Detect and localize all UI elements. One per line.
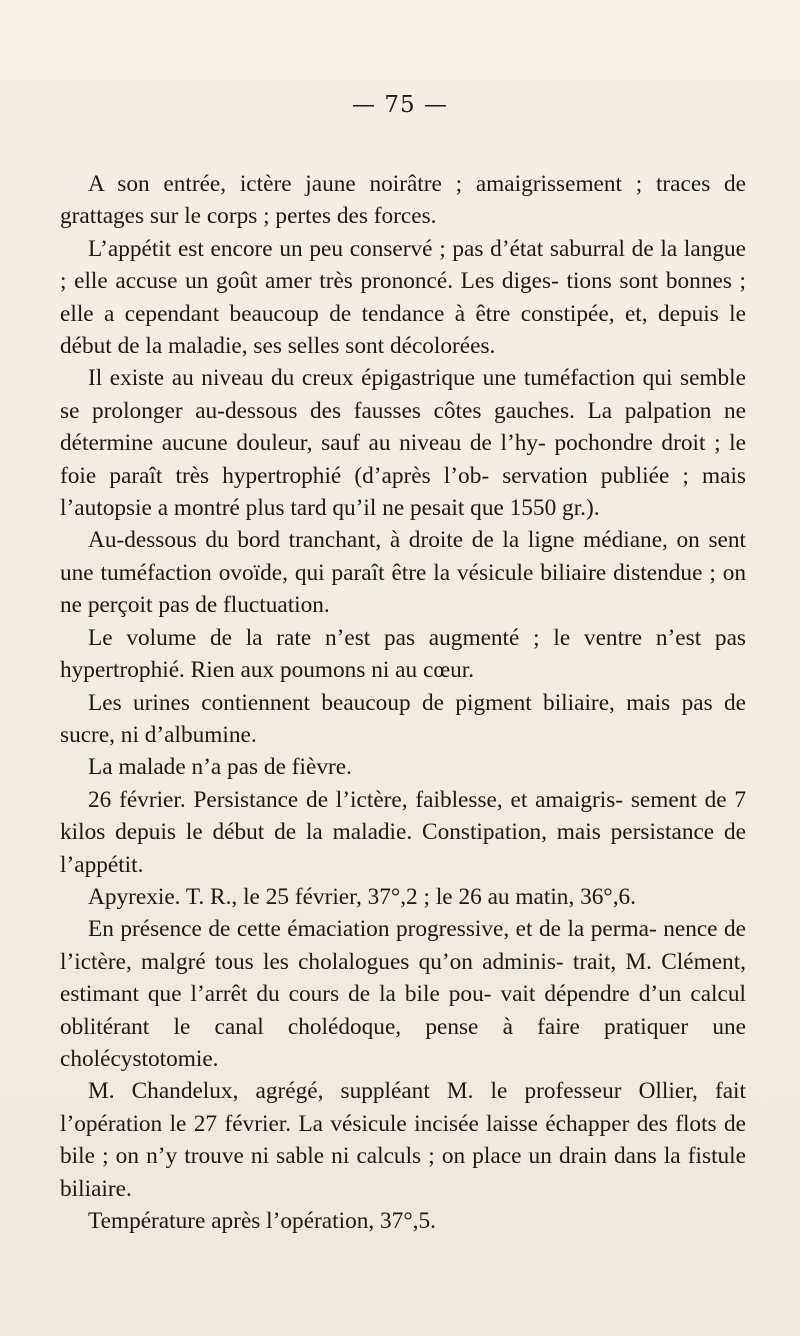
page-number: — 75 — <box>352 92 448 118</box>
paragraph: Le volume de la rate n’est pas augmenté ; le ventre n’est pas hypertrophié. Rien aux poumons ni au cœur. <box>60 624 746 684</box>
paragraph: En présence de cette émaciation progressive, et de la perma- nence de l’ictère, malgré tous les cholalogues qu’on adminis- trait, M. Clément, estimant que l’arrêt du cours de la bile pou- vait dépendre d’un calcul oblitérant le canal cholédoque, pense à faire pratiquer une cholécystotomie. <box>60 916 746 1072</box>
paragraph: A son entrée, ictère jaune noirâtre ; amaigrissement ; traces de grattages sur le corps ; pertes des forces. <box>60 171 746 230</box>
paragraph: La malade n’a pas de fièvre. <box>88 754 352 781</box>
paragraph: Les urines contiennent beaucoup de pigment biliaire, mais pas de sucre, ni d’albumine. <box>60 689 746 748</box>
paragraph: Température après l’opération, 37°,5. <box>88 1208 436 1234</box>
paragraph: L’appétit est encore un peu conservé ; pas d’état saburral de la langue ; elle accuse un goût amer très prononcé. Les diges- tions sont bonnes ; elle a cependant beaucoup de tendance à être constipée, et, depuis le début de la maladie, ses selles sont décolorées. <box>60 235 746 360</box>
paragraph: Apyrexie. T. R., le 25 février, 37°,2 ; le 26 au matin, 36°,6. <box>88 883 637 910</box>
paragraph: Il existe au niveau du creux épigastrique une tuméfaction qui semble se prolonger au-dessous des fausses côtes gauches. La palpation ne détermine aucune douleur, sauf au niveau de l’hy- pochondre droit ; le foie paraît très hypertrophié (d’après l’ob- servation publiée ; mais l’autopsie a montré plus tard qu’il ne pesait que 1550 gr.). <box>60 365 746 522</box>
paragraph: Au-dessous du bord tranchant, à droite de la ligne médiane, on sent une tuméfaction ovoïde, qui paraît être la vésicule biliaire distendue ; on ne perçoit pas de fluctuation. <box>60 527 746 619</box>
paragraph: M. Chandelux, agrégé, suppléant M. le professeur Ollier, fait l’opération le 27 février. La vésicule incisée laisse échapper des flots de bile ; on n’y trouve ni sable ni calculs ; on place un drain dans la fistule biliaire. <box>60 1078 746 1202</box>
body-text <box>60 168 746 1237</box>
paragraph: 26 février. Persistance de l’ictère, faiblesse, et amaigris- sement de 7 kilos depuis le début de la maladie. Constipation, mais persistance de l’appétit. <box>60 786 746 878</box>
